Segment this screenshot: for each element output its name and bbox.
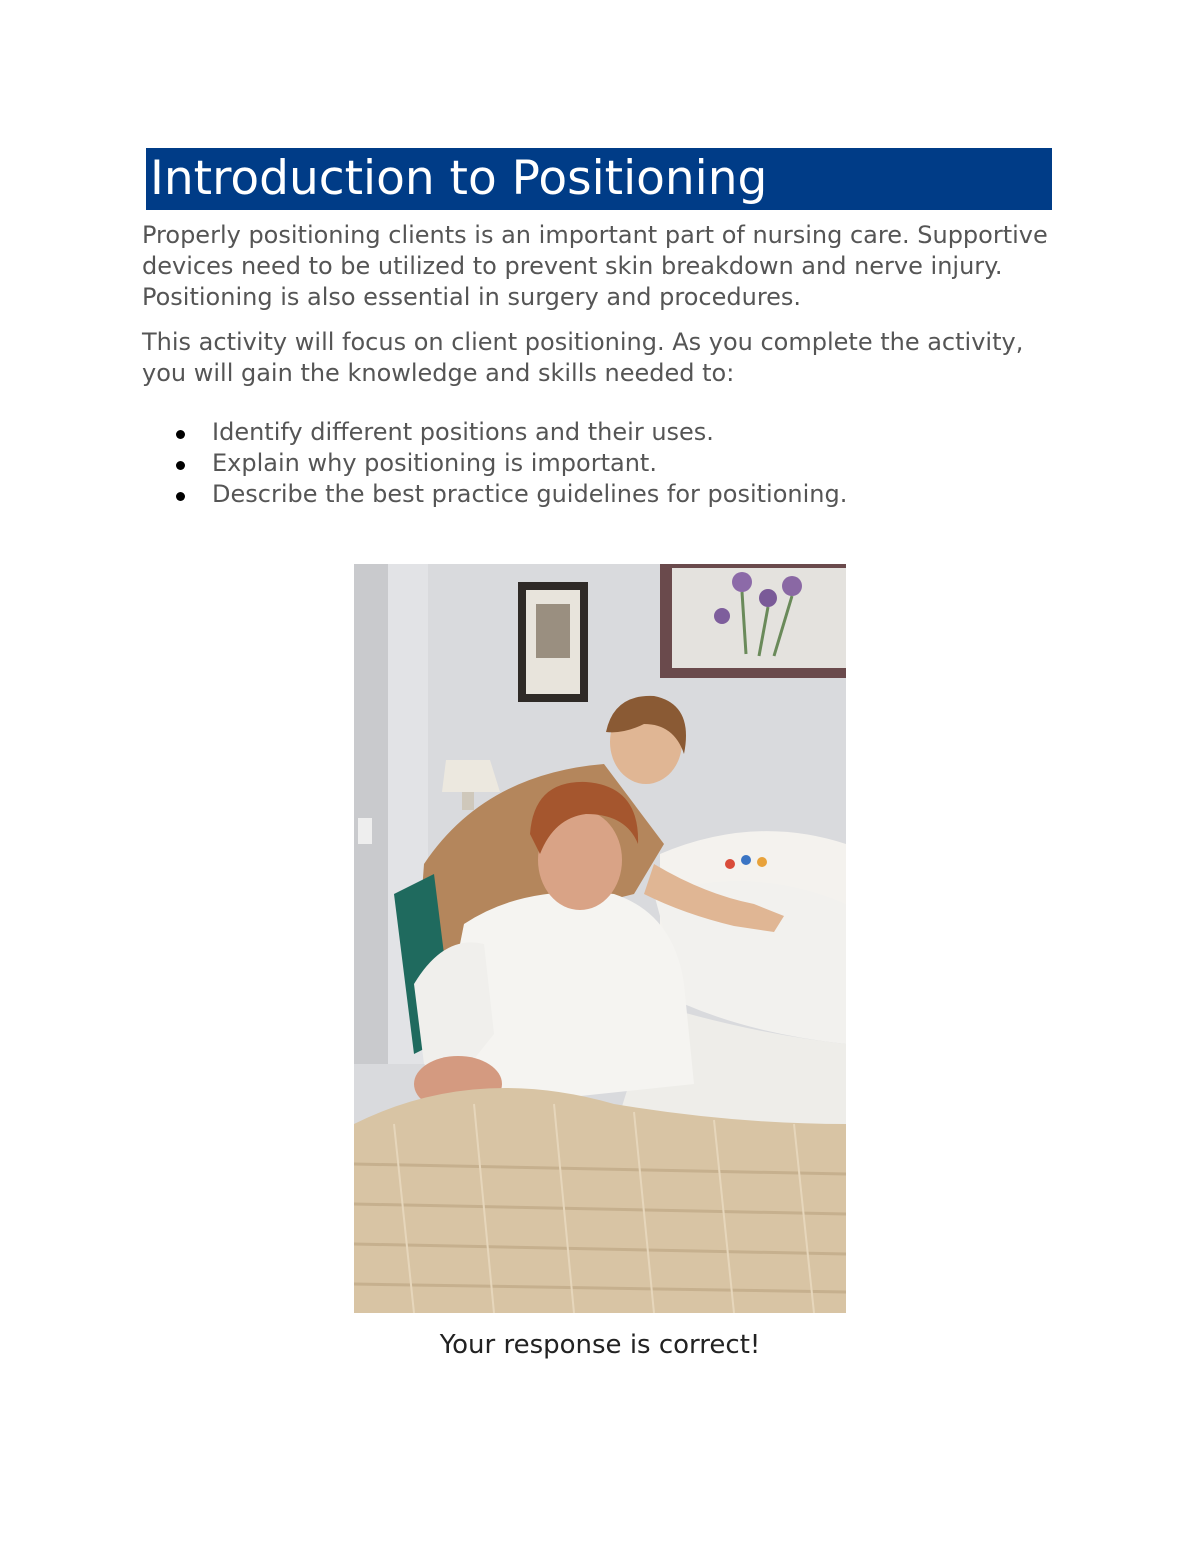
objectives-list xyxy=(142,417,1052,510)
list-item: Identify different positions and their uses. xyxy=(212,417,1052,448)
feedback-message: Your response is correct! xyxy=(439,1330,761,1360)
title-banner xyxy=(146,148,1052,210)
nurse-positioning-patient-photo xyxy=(354,564,846,1313)
bullet-icon xyxy=(176,492,185,501)
content-body xyxy=(142,220,1052,510)
bullet-icon xyxy=(176,430,185,439)
intro-paragraph: Properly positioning clients is an important part of nursing care. Supportive devices need to be utilized to prevent skin breakdown and nerve injury. Positioning is also essential in surgery and procedures. xyxy=(142,221,1048,311)
page-title: Introduction to Positioning xyxy=(150,151,768,206)
list-item: Explain why positioning is important. xyxy=(212,448,1052,479)
bullet-icon xyxy=(176,461,185,470)
list-item: Describe the best practice guidelines for positioning. xyxy=(212,479,1052,510)
activity-paragraph: This activity will focus on client positioning. As you complete the activity, you will gain the knowledge and skills needed to: xyxy=(142,328,1024,387)
